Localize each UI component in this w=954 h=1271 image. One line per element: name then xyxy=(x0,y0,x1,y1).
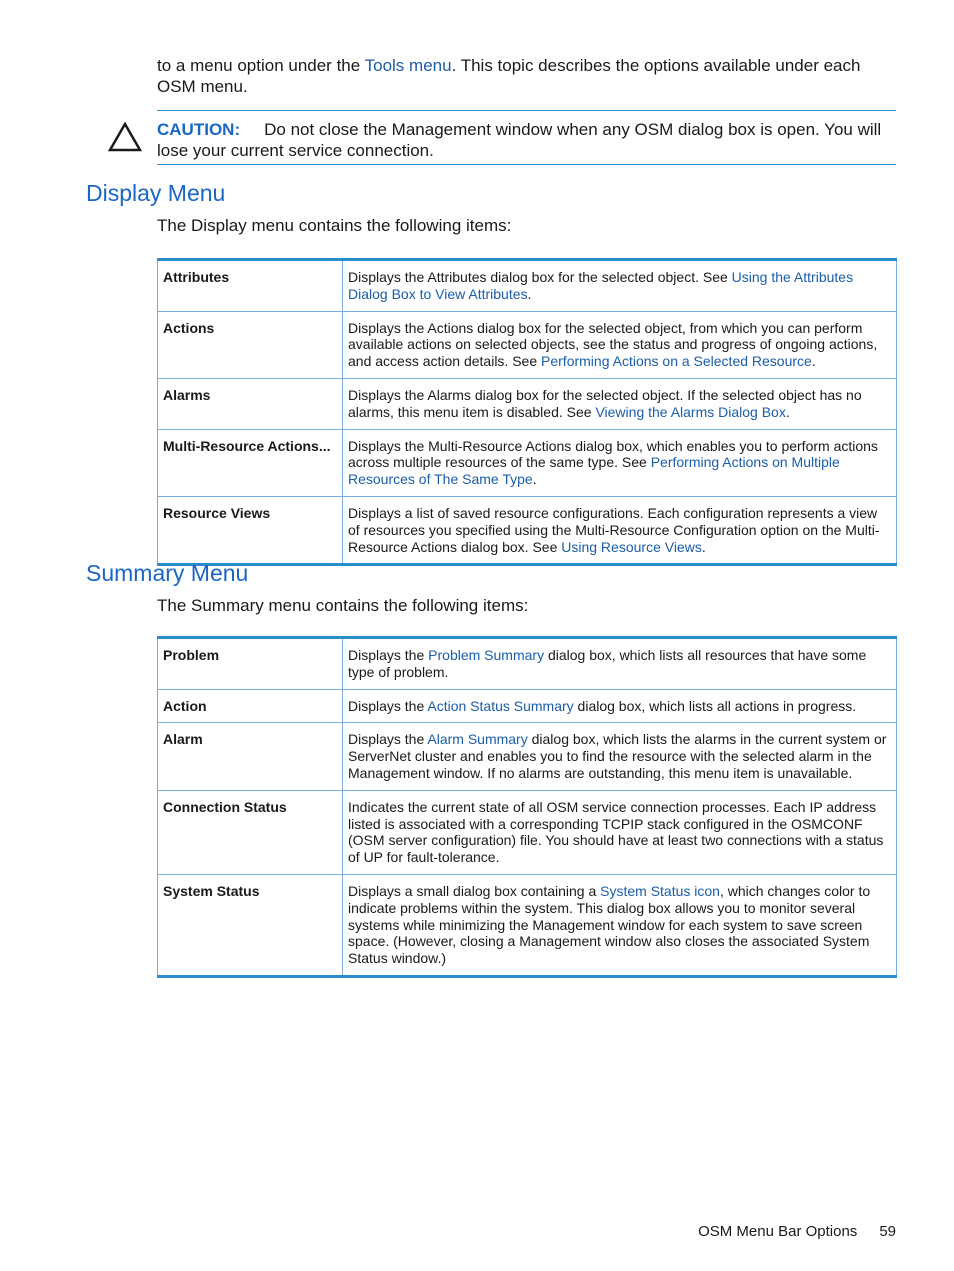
intro-text: to a menu option under the xyxy=(157,56,365,75)
description-text: Displays the xyxy=(348,647,429,663)
table-row xyxy=(158,496,897,564)
caution-box xyxy=(157,110,896,165)
description-text: Displays the Multi-Resource Actions dialog box, which enables you to perform actions across multiple resources of the same type. See xyxy=(348,437,878,471)
menu-item-description xyxy=(343,429,897,496)
summary-menu-lead: The Summary menu contains the following items: xyxy=(157,596,529,615)
description-text: . xyxy=(785,403,790,420)
cross-reference-link[interactable]: Using the Attributes Dialog Box to View Attributes xyxy=(348,269,854,302)
description-text: . xyxy=(701,538,706,555)
cross-reference-link[interactable]: Viewing the Alarms Dialog Box xyxy=(595,403,786,420)
menu-item-name: Problem xyxy=(158,638,343,690)
table-row xyxy=(158,874,897,976)
menu-item-description xyxy=(343,689,897,723)
description-text: Displays the Alarms dialog box for the selected object. If the selected object has no alarms, this menu item is disabled. See xyxy=(348,386,862,420)
table-row xyxy=(158,638,897,690)
menu-item-description xyxy=(343,496,897,564)
menu-item-description xyxy=(343,260,897,312)
cross-reference-link[interactable]: Alarm Summary xyxy=(427,731,528,748)
description-text: Displays a small dialog box containing a xyxy=(348,882,601,899)
warning-triangle-icon xyxy=(108,122,142,152)
intro-text-end: . This topic describes the options available under each OSM menu. xyxy=(157,56,861,96)
description-text: dialog box, which lists all resources that have some type of problem. xyxy=(348,647,867,680)
caution-text xyxy=(157,119,896,161)
cross-reference-link[interactable]: System Status icon xyxy=(600,882,720,899)
description-text: . xyxy=(532,471,537,488)
page-number: 59 xyxy=(879,1223,896,1240)
footer-title: OSM Menu Bar Options xyxy=(698,1223,858,1240)
table-row xyxy=(158,311,897,378)
menu-item-description xyxy=(343,378,897,429)
description-text: . xyxy=(811,353,816,370)
table-row xyxy=(158,429,897,496)
description-text: Displays the Attributes dialog box for the selected object. See xyxy=(348,269,732,285)
description-text: dialog box, which lists all actions in progress. xyxy=(573,697,857,714)
menu-item-name: Alarms xyxy=(158,378,343,429)
summary-menu-heading: Summary Menu xyxy=(86,560,249,586)
description-text: Displays the Actions dialog box for the selected object, from which you can perform available actions on selected objects, see the status and progress of ongoing actions, and access action details. See xyxy=(348,319,878,370)
table-row xyxy=(158,260,897,312)
table-row xyxy=(158,723,897,790)
menu-item-name: Connection Status xyxy=(158,790,343,874)
display-menu-heading: Display Menu xyxy=(86,180,226,206)
table-row xyxy=(158,378,897,429)
menu-item-description xyxy=(343,874,897,976)
menu-item-name: Actions xyxy=(158,311,343,378)
cross-reference-link[interactable]: Problem Summary xyxy=(428,647,545,663)
menu-item-name: Multi-Resource Actions... xyxy=(158,429,343,496)
display-menu-table xyxy=(157,258,897,566)
description-text: dialog box, which lists the alarms in the current system or ServerNet cluster and enables you to find the resource with the selected alarm in the Management window. If no alarms are outstanding, this menu item is unavailable. xyxy=(348,731,887,781)
menu-item-description xyxy=(343,638,897,690)
description-text: Displays the xyxy=(348,697,428,714)
menu-item-description xyxy=(343,311,897,378)
caution-message: Do not close the Management window when any OSM dialog box is open. You will lose your current service connection. xyxy=(157,120,882,160)
description-text: . xyxy=(527,285,532,302)
cross-reference-link[interactable]: Using Resource Views xyxy=(561,538,702,555)
menu-item-name: System Status xyxy=(158,874,343,976)
menu-item-description xyxy=(343,790,897,874)
menu-item-description xyxy=(343,723,897,790)
tools-menu-link[interactable]: Tools menu xyxy=(364,56,452,75)
description-text: Displays a list of saved resource configurations. Each configuration represents a view of resources you specified using the Multi-Resource Configuration option on the Multi-Resource Actions dialog box. See xyxy=(348,504,880,555)
description-text: Indicates the current state of all OSM service connection processes. Each IP address listed is associated with a corresponding TCPIP stack configured in the OSMCONF (OSM server configuration) file. You should have at least two connections with a status of UP for fault-tolerance. xyxy=(348,798,884,866)
summary-menu-table xyxy=(157,636,897,978)
cross-reference-link[interactable]: Performing Actions on Multiple Resources of The Same Type xyxy=(348,454,840,488)
menu-item-name: Attributes xyxy=(158,260,343,312)
table-row xyxy=(158,689,897,723)
table-row xyxy=(158,790,897,874)
description-text: Displays the xyxy=(348,731,428,748)
page-footer xyxy=(698,1223,896,1241)
display-menu-lead: The Display menu contains the following items: xyxy=(157,216,512,235)
caution-label: CAUTION: xyxy=(157,120,241,139)
intro-paragraph xyxy=(157,55,897,97)
menu-item-name: Alarm xyxy=(158,723,343,790)
menu-item-name: Action xyxy=(158,689,343,723)
cross-reference-link[interactable]: Performing Actions on a Selected Resource xyxy=(541,353,812,370)
cross-reference-link[interactable]: Action Status Summary xyxy=(427,697,574,714)
description-text: , which changes color to indicate problems within the system. This dialog box allows you to monitor several systems while minimizing the Management window for each system to save screen space. (However, closing a Management window also closes the associated System Status window.) xyxy=(348,882,871,967)
menu-item-name: Resource Views xyxy=(158,496,343,564)
